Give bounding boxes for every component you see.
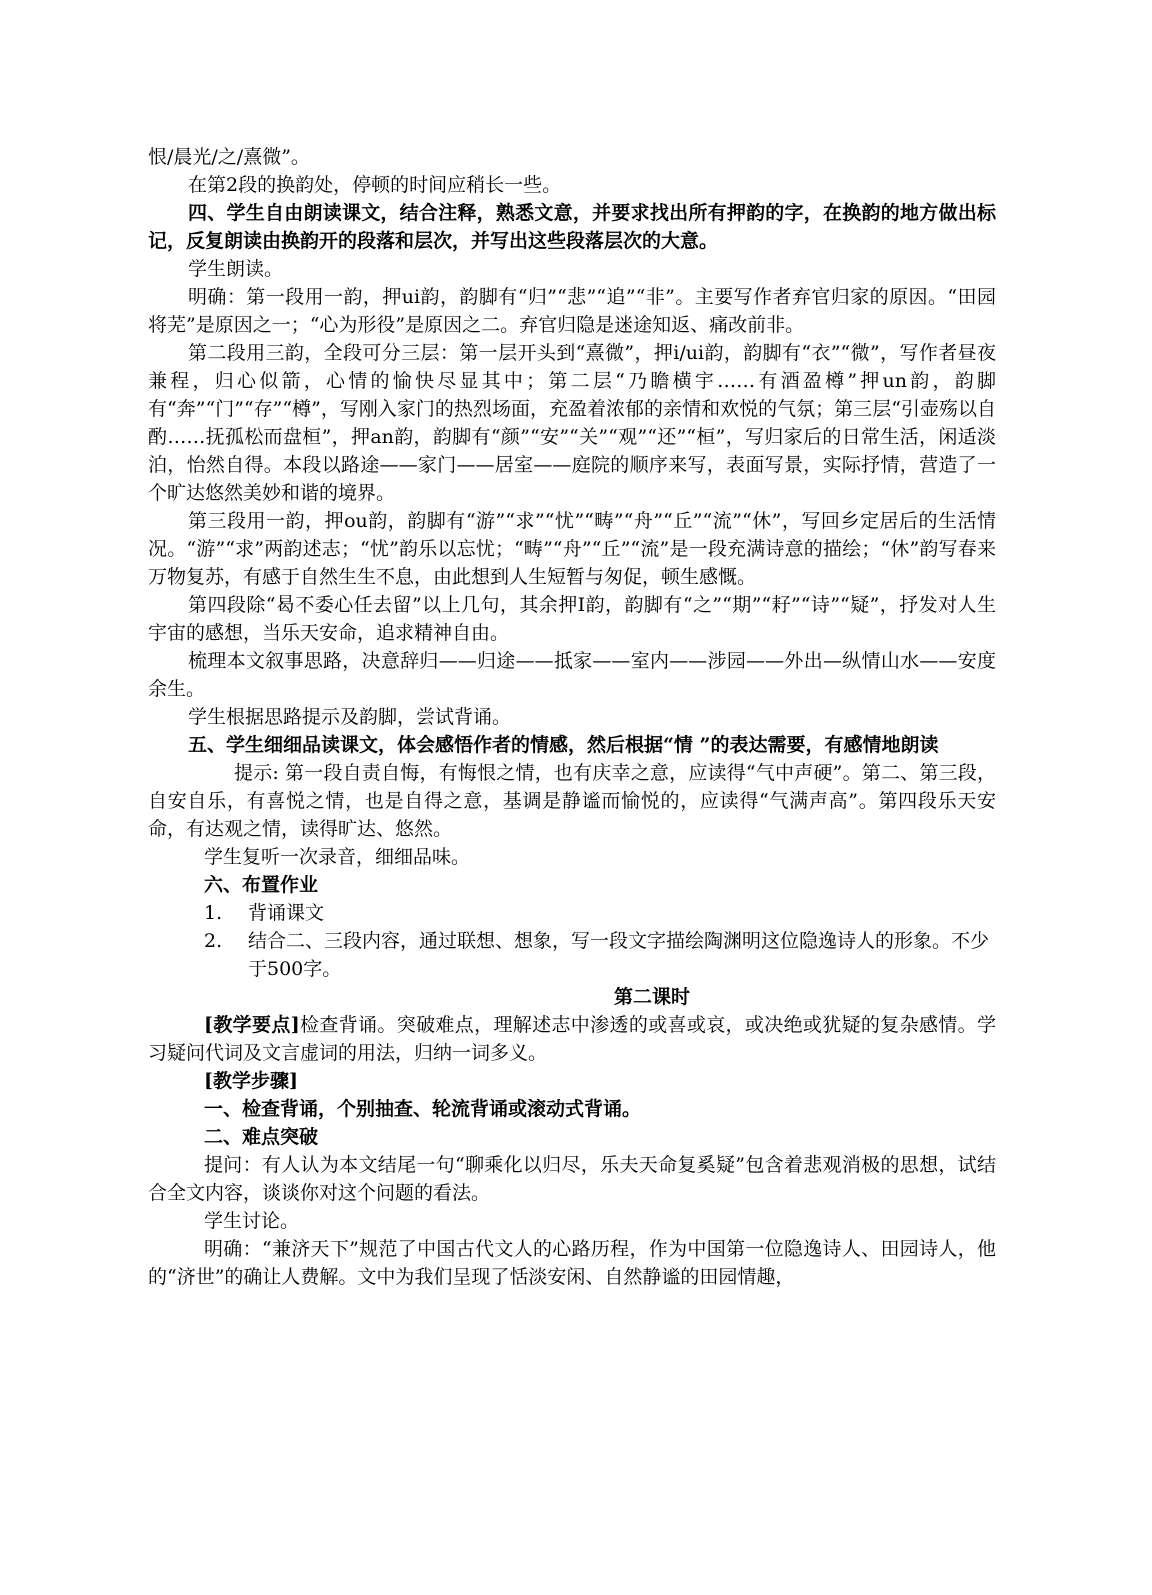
section-heading-5: 五、学生细细品读课文，体会感悟作者的情感，然后根据“情 ”的表达需要，有感情地朗读 (188, 734, 939, 756)
list-number: 1. (204, 902, 223, 924)
key-points-text: 检查背诵。突破难点，理解述志中渗透的或喜或哀，或决绝或犹疑的复杂感情。学习疑问代词及文言虚词的用法，归纳一词多义。 (148, 1014, 996, 1064)
paragraph: 第三段用一韵，押ou韵，韵脚有“游”“求”“忧”“畴”“舟”“丘”“流”“休”，写回乡定居后的生活情况。“游”“求”两韵述志；“忧”韵乐以忘忧；“畴”“舟”“丘”“流”是一段充满诗意的描绘；“休”韵写春来万物复苏，有感于自然生生不息，由此想到人生短暂与匆促，顿生感慨。 (148, 510, 996, 588)
paragraph: 学生复听一次录音，细细品味。 (204, 846, 471, 868)
section-heading-6: 六、布置作业 (204, 874, 319, 896)
paragraph: 学生讨论。 (204, 1210, 300, 1232)
key-points-label: [教学要点] (204, 1014, 300, 1036)
steps-label: [教学步骤] (204, 1070, 298, 1092)
list-item (148, 927, 996, 983)
list-text: 背诵课文 (248, 902, 325, 924)
paragraph: 明确：“兼济天下”规范了中国古代文人的心路历程，作为中国第一位隐逸诗人、田园诗人，他的“济世”的确让人费解。文中为我们呈现了恬淡安闲、自然静谧的田园情趣， (148, 1238, 996, 1288)
step-heading: 二、难点突破 (204, 1126, 319, 1148)
list-item (148, 899, 996, 927)
section-heading-4: 四、学生自由朗读课文，结合注释，熟悉文意，并要求找出所有押韵的字，在换韵的地方做出标记，反复朗读由换韵开的段落和层次，并写出这些段落层次的大意。 (148, 202, 996, 252)
paragraph: 提示: 第一段自责自悔，有悔恨之情，也有庆幸之意，应读得“气中声硬”。第二、第三段，自安自乐，有喜悦之情，也是自得之意，基调是静谧而愉悦的，应读得“气满声高”。第四段乐天安命，有达观之情，读得旷达、悠然。 (148, 762, 996, 840)
step-heading: 一、检查背诵，个别抽查、轮流背诵或滚动式背诵。 (204, 1098, 642, 1120)
paragraph: 梳理本文叙事思路，决意辞归——归途——抵家——室内——涉园——外出—纵情山水——安度余生。 (148, 650, 996, 700)
paragraph: 学生根据思路提示及韵脚，尝试背诵。 (188, 706, 512, 728)
list-text: 结合二、三段内容，通过联想、想象，写一段文字描绘陶渊明这位隐逸诗人的形象。不少于500字。 (248, 930, 990, 980)
paragraph: 第二段用三韵，全段可分三层：第一层开头到“熹微”，押i/ui韵，韵脚有“衣”“微”，写作者昼夜兼程，归心似箭，心情的愉快尽显其中；第二层“乃瞻横宇……有酒盈樽”押un韵，韵脚有“奔”“门”“存”“樽”，写刚入家门的热烈场面，充盈着浓郁的亲情和欢悦的气氛；第三层“引壶殇以自酌……抚孤松而盘桓”，押an韵，韵脚有“颜”“安”“关”“观”“还”“桓”，写归家后的日常生活，闲适淡泊，怡然自得。本段以路途——家门——居室——庭院的顺序来写，表面写景，实际抒情，营造了一个旷达悠然美妙和谐的境界。 (148, 342, 996, 504)
document-body (148, 143, 996, 1291)
paragraph: 在第2段的换韵处，停顿的时间应稍长一些。 (188, 174, 562, 196)
paragraph: 提问：有人认为本文结尾一句“聊乘化以归尽，乐夫天命复奚疑”包含着悲观消极的思想，试结合全文内容，谈谈你对这个问题的看法。 (148, 1154, 996, 1204)
paragraph: 明确：第一段用一韵，押ui韵，韵脚有“归”“悲”“追”“非”。主要写作者弃官归家的原因。“田园将芜”是原因之一；“心为形役”是原因之二。弃官归隐是迷途知返、痛改前非。 (148, 286, 996, 336)
list-number: 2. (204, 930, 223, 952)
paragraph: 第四段除“曷不委心任去留”以上几句，其余押I韵，韵脚有“之”“期”“耔”“诗”“疑”，抒发对人生宇宙的感想，当乐天安命，追求精神自由。 (148, 594, 996, 644)
lesson-title: 第二课时 (613, 986, 690, 1008)
paragraph: 恨/晨光/之/熹微”。 (148, 146, 310, 168)
paragraph: 学生朗读。 (188, 258, 284, 280)
paragraph (148, 1011, 996, 1067)
